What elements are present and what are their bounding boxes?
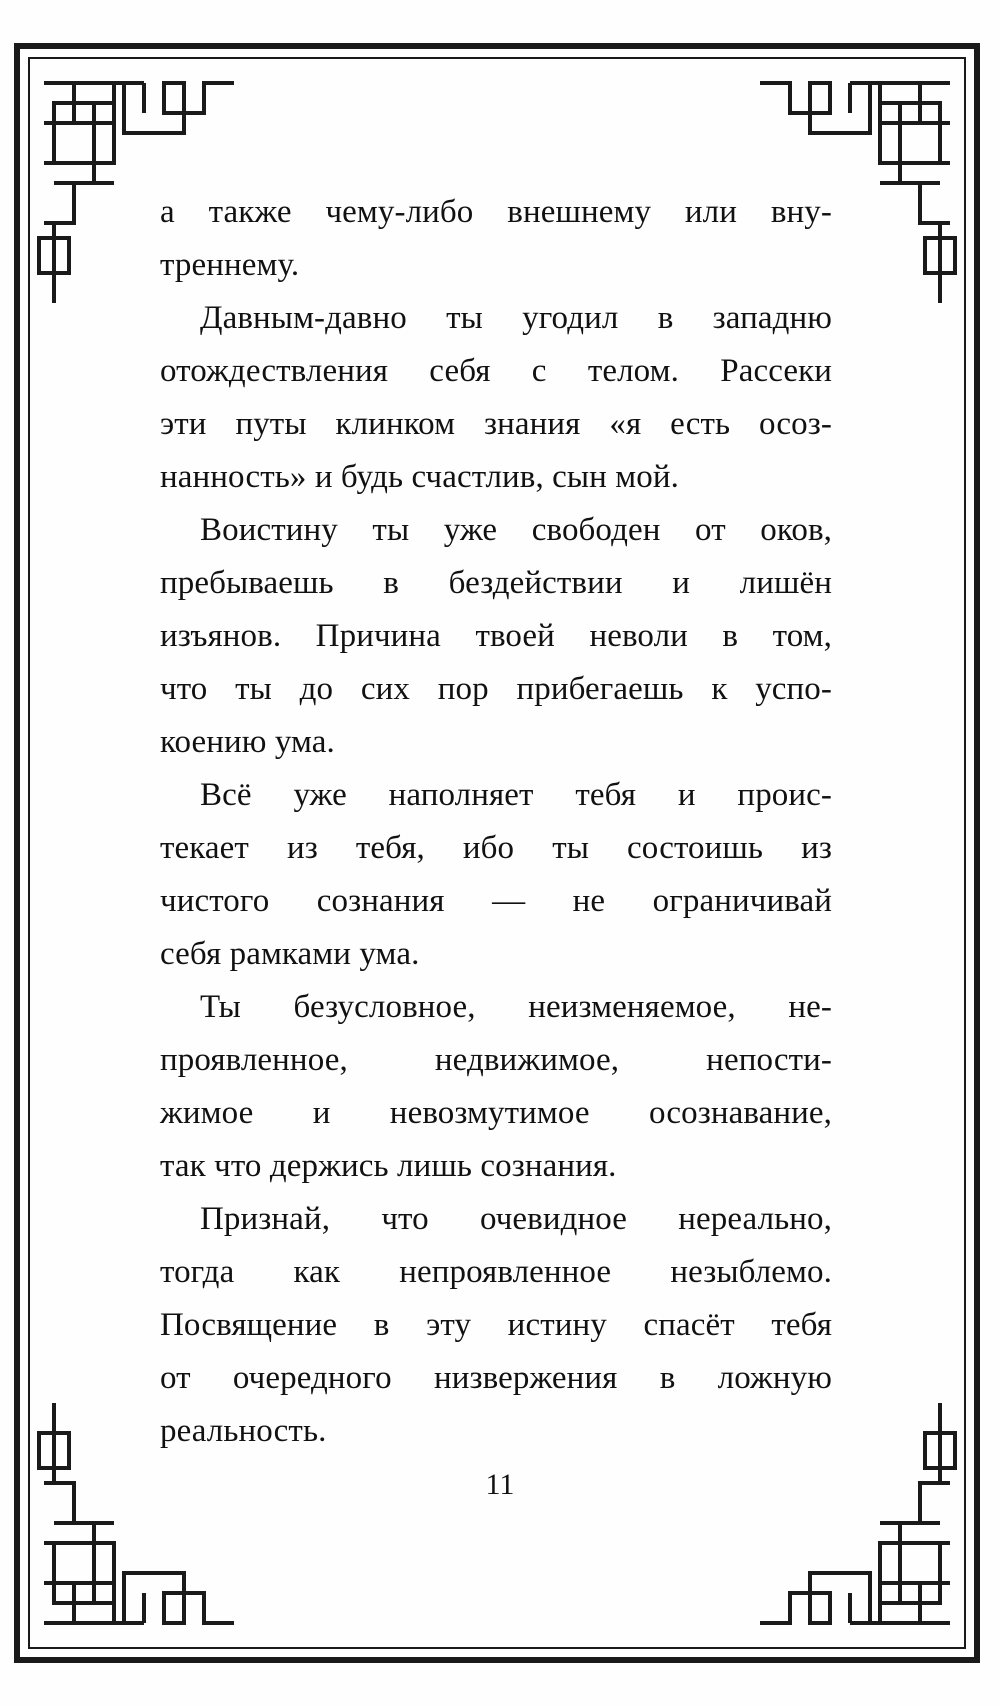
- text-line: так что держись лишь сознания.: [160, 1148, 617, 1184]
- body-text: [160, 186, 832, 1458]
- text-line: проявленное, недвижимое, непости-: [160, 1042, 832, 1078]
- text-line: а также чему-либо внешнему или вну-: [160, 194, 832, 230]
- text-line: отождествления себя с телом. Рассеки: [160, 353, 832, 389]
- text-line: пребываешь в бездействии и лишён: [160, 565, 832, 601]
- text-line: треннему.: [160, 247, 300, 283]
- page-number: 11: [485, 1468, 515, 1501]
- text-line: Давным-давно ты угодил в западню: [200, 300, 832, 336]
- text-line: нанность» и будь счастлив, сын мой.: [160, 459, 679, 495]
- text-line: Посвящение в эту истину спасёт тебя: [160, 1307, 832, 1343]
- text-line: что ты до сих пор прибегаешь к успо-: [160, 671, 832, 707]
- text-line: эти путы клинком знания «я есть осоз-: [160, 406, 832, 442]
- text-line: реальность.: [160, 1413, 327, 1449]
- text-line: тогда как непроявленное незыблемо.: [160, 1254, 832, 1290]
- text-line: коению ума.: [160, 724, 335, 760]
- text-line: себя рамками ума.: [160, 936, 420, 972]
- text-line: изъянов. Причина твоей неволи в том,: [160, 618, 832, 654]
- text-line: Ты безусловное, неизменяемое, не-: [200, 989, 832, 1025]
- text-line: Воистину ты уже свободен от оков,: [200, 512, 832, 548]
- text-line: жимое и невозмутимое осознавание,: [160, 1095, 832, 1131]
- text-line: текает из тебя, ибо ты состоишь из: [160, 830, 832, 866]
- text-line: чистого сознания — не ограничивай: [160, 883, 832, 919]
- text-line: Всё уже наполняет тебя и проис-: [200, 777, 832, 813]
- text-line: Признай, что очевидное нереально,: [200, 1201, 832, 1237]
- text-line: от очередного низвержения в ложную: [160, 1360, 832, 1396]
